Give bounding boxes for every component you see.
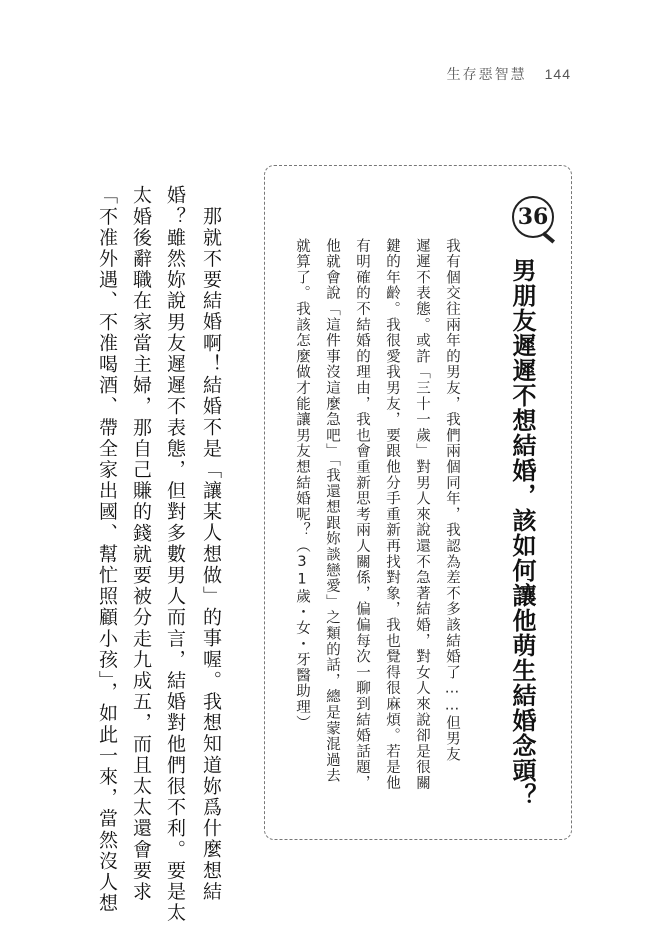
question-line: 鍵的年齡。我很愛我男友，要跟他分手重新再找對象，我也覺得很麻煩。若是他 <box>384 238 400 791</box>
question-line: 遲遲不表態。或許「三十一歲」對男人來說還不急著結婚，對女人來說卻是很關 <box>414 238 430 791</box>
question-number-badge <box>512 196 554 238</box>
question-line: 有明確的不結婚的理由，我也會重新思考兩人關係，偏偏每次一聊到結婚話題， <box>354 238 370 791</box>
running-title: 生存惡智慧 <box>446 67 527 83</box>
question-line: 他就會說「這件事沒這麼急吧」「我還想跟妳談戀愛」之類的話，總是蒙混過去 <box>324 238 340 784</box>
page-header <box>447 64 571 84</box>
question-title: 男朋友遲遲不想結婚，該如何讓他萌生結婚念頭？ <box>508 258 536 808</box>
answer-line: 婚？雖然妳說男友遲遲不表態，但對多數男人而言，結婚對他們很不利。要是太 <box>164 185 186 924</box>
question-number: 36 <box>517 204 549 230</box>
answer-line: 太婚後辭職在家當主婦，那自己賺的錢就要被分走九成五，而且太太還會要求 <box>130 185 152 903</box>
answer-line: 「不准外遇、不准喝酒、帶全家出國、幫忙照顧小孩」，如此一來，當然沒人想 <box>96 185 118 914</box>
answer-line: 那就不要結婚啊！結婚不是「讓某人想做」的事喔。我想知道妳爲什麼想結 <box>200 206 222 903</box>
question-line: 我有個交往兩年的男友，我們兩個同年，我認為差不多該結婚了……但男友 <box>444 238 460 763</box>
page-number: 144 <box>544 66 571 82</box>
question-line: 就算了。我該怎麼做才能讓男友想結婚呢？（31歲・女・牙醫助理） <box>294 238 310 731</box>
